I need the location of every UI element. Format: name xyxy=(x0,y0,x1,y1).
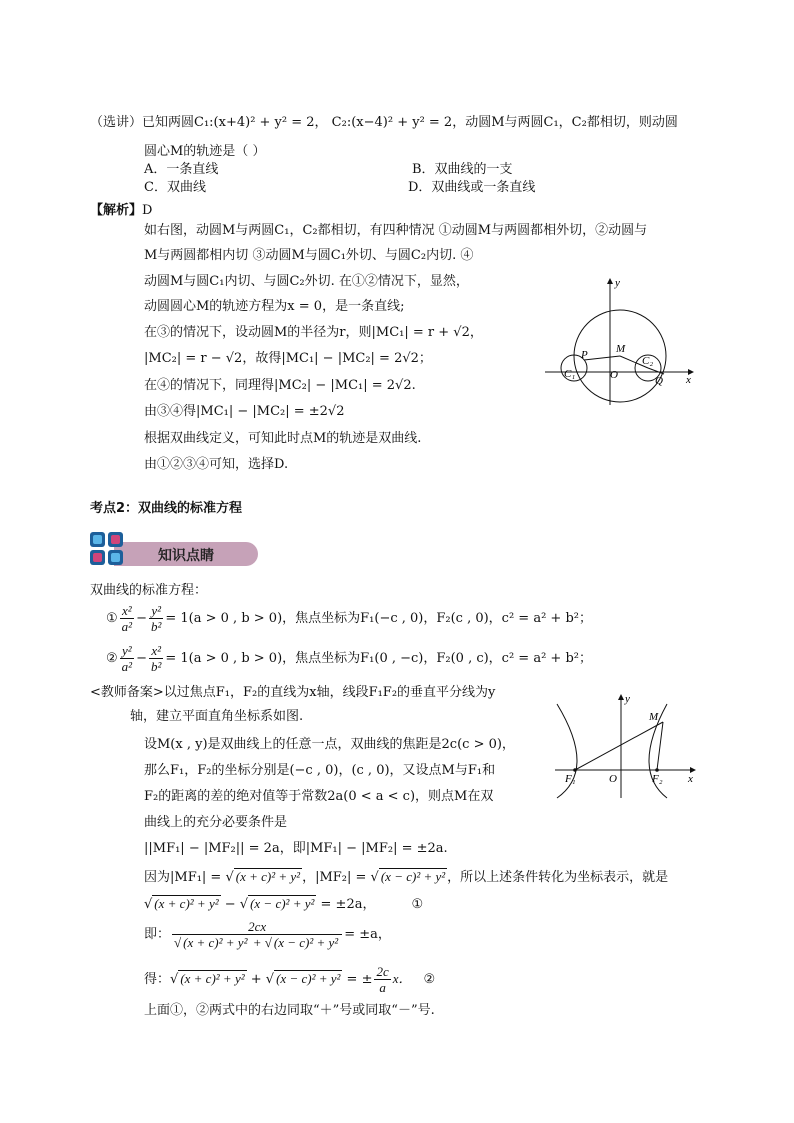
teacher-line-8: 因为|MF₁| = √ (x + c)² + y² ，|MF₂| = √ (x − c)² + y² ，所以上述条件转化为坐标表示，就是 xyxy=(144,869,669,885)
teacher-line-10 xyxy=(144,918,391,952)
solution-answer: D xyxy=(142,203,153,218)
solution-line-7: 在④的情况下，同理得|MC₂| − |MC₁| = 2√2. xyxy=(144,378,416,393)
teacher-line-11: 得：√ (x + c)² + y² + √ (x − c)² + y² = ± $\frac{2c}{a}$ x． ② xyxy=(144,964,436,995)
t8-a: 因为|MF₁| = xyxy=(144,870,226,885)
option-d: D．双曲线或一条直线 xyxy=(408,180,536,195)
t11-sqrt1: (x + c)² + y² xyxy=(180,971,245,986)
option-b: B．双曲线的一支 xyxy=(412,162,513,177)
option-c: C．双曲线 xyxy=(144,180,206,195)
teacher-line-9: √ (x + c)² + y² − √ (x − c)² + y² = ±2a， ① xyxy=(144,896,424,912)
fig2-label-y: y xyxy=(625,693,630,705)
t9-sqrt1: (x + c)² + y² xyxy=(154,896,219,911)
t11-plus: + xyxy=(246,972,266,987)
t11-frac xyxy=(374,964,390,995)
option-a: A．一条直线 xyxy=(144,162,219,177)
t11-circle-number: ② xyxy=(423,972,436,987)
t10-label: 即： xyxy=(144,927,171,942)
fig2-segment-m-f2 xyxy=(657,722,663,770)
std-eq2: ② $\frac{\text{y²}}{\text{a²}}$ − $\frac{\text{x²}}{\text{b²}}$ = 1(a > 0 , b > 0)，焦点坐标为F₁(0 , −c)，F₂(0 , c)，c² = a² + b²； xyxy=(106,643,592,674)
fig1-label-o: O xyxy=(610,369,618,381)
t11-sqrt2: (x − c)² + y² xyxy=(276,971,341,986)
t8-sqrt1: (x + c)² + y² xyxy=(235,869,301,884)
fig2-label-x: x xyxy=(688,773,693,785)
teacher-line-5: F₂的距离的差的绝对值等于常数2a(0 < a < c)，则点M在双 xyxy=(144,789,494,804)
fig1-label-q: Q xyxy=(655,375,663,387)
problem-stem-text: 已知两圆C₁:(x+4)² + y² = 2， C₂:(x−4)² + y² = 2，动圆M与两圆C₁，C₂都相切，则动圆 xyxy=(142,115,678,130)
solution-label-line xyxy=(90,202,152,220)
teacher-line-2: 轴，建立平面直角坐标系如图. xyxy=(130,709,304,724)
eq2-frac1-den: a² xyxy=(121,659,133,674)
eq1-frac1-den: a² xyxy=(121,619,133,634)
eq1-frac2-den: b² xyxy=(150,619,162,634)
banner-squares-icon xyxy=(88,530,128,570)
fig1-label-c2: C₂ xyxy=(642,355,654,367)
eq1-frac1 xyxy=(120,603,134,634)
t11-eq: = ± xyxy=(342,972,373,987)
fig2-label-f1: F₁ xyxy=(565,773,576,785)
eq2-circle-number: ② xyxy=(106,651,118,666)
fig2-point-f1 xyxy=(573,768,577,772)
t10-den-sqrt1: (x + c)² + y² xyxy=(183,935,248,950)
solution-line-1: 如右图，动圆M与两圆C₁，C₂都相切，有四种情况 ①动圆M与两圆都相外切，②动圆与 xyxy=(144,223,648,238)
fig2-point-f2 xyxy=(655,768,659,772)
teacher-line-7: ||MF₁| − |MF₂|| = 2a，即|MF₁| − |MF₂| = ±2a. xyxy=(144,841,448,856)
eq2-rest: = 1(a > 0 , b > 0)，焦点坐标为F₁(0 , −c)，F₂(0 , c)，c² = a² + b²； xyxy=(165,651,592,666)
fig2-segment-f1-m xyxy=(575,722,663,770)
teacher-line-12: 上面①，②两式中的右边同取“＋”号或同取“－”号. xyxy=(144,1003,435,1018)
eq2-frac2-den: b² xyxy=(150,659,162,674)
t10-den-plus: + xyxy=(249,935,265,950)
solution-line-5: 在③的情况下，设动圆M的半径为r，则|MC₁| = r + √2， xyxy=(144,325,483,340)
solution-line-10: 由①②③④可知，选择D. xyxy=(144,457,289,472)
fig1-label-x: x xyxy=(686,374,691,386)
fig1-segment-c2-q xyxy=(648,368,664,374)
solution-label: 【解析】 xyxy=(90,203,143,218)
t10-den: √ (x + c)² + y² + √ (x − c)² + y² xyxy=(174,935,339,950)
t9-rhs: = ±2a， xyxy=(316,897,376,912)
std-eq1: ① $\frac{\text{x²}}{\text{a²}}$ − $\frac{\text{y²}}{\text{b²}}$ = 1(a > 0 , b > 0)，焦点坐标为F₁(−c , 0)，F₂(c , 0)，c² = a² + b²； xyxy=(106,603,592,634)
banner-text: 知识点睛 xyxy=(158,548,214,564)
solution-line-9: 根据双曲线定义，可知此时点M的轨迹是双曲线. xyxy=(144,431,422,446)
fig2-y-arrow xyxy=(618,694,624,700)
eq1-rest: = 1(a > 0 , b > 0)，焦点坐标为F₁(−c , 0)，F₂(c , 0)，c² = a² + b²； xyxy=(165,611,592,626)
t8-sqrt2: (x − c)² + y² xyxy=(380,869,446,884)
eq1-frac2-num: y² xyxy=(149,603,163,619)
t9-sqrt2: (x − c)² + y² xyxy=(250,896,315,911)
fig1-label-c1: C₁ xyxy=(564,368,576,380)
solution-line-6: |MC₂| = r − √2，故得|MC₁| − |MC₂| = 2√2； xyxy=(144,351,432,366)
section-title: 考点2：双曲线的标准方程 xyxy=(90,501,243,516)
teacher-line-4: 那么F₁，F₂的坐标分别是(−c , 0)，(c , 0)，又设点M与F₁和 xyxy=(144,763,496,778)
circles-figure xyxy=(540,270,700,410)
knowledge-banner xyxy=(88,530,258,570)
t10-rest: = ±a， xyxy=(344,927,391,942)
eq2-frac1 xyxy=(120,643,134,674)
t11-den: a xyxy=(379,980,386,995)
std-intro: 双曲线的标准方程： xyxy=(90,583,208,598)
problem-stem-line1 xyxy=(90,114,678,132)
eq2-frac1-num: y² xyxy=(120,643,134,659)
teacher-line-6: 曲线上的充分必要条件是 xyxy=(144,815,288,830)
eq1-frac2 xyxy=(149,603,163,634)
t11-x: x． xyxy=(392,971,412,986)
t9-circle-number: ① xyxy=(411,897,424,912)
problem-stem-line2: 圆心M的轨迹是（ ） xyxy=(144,144,266,159)
t10-frac xyxy=(172,919,342,950)
problem-tag: （选讲） xyxy=(90,115,143,130)
fig1-label-y: y xyxy=(615,277,620,289)
fig2-label-f2: F₂ xyxy=(652,773,663,785)
fig1-label-p: P xyxy=(581,349,588,361)
eq1-frac1-num: x² xyxy=(120,603,134,619)
t11-num: 2c xyxy=(376,964,389,979)
fig1-segment-p-m xyxy=(584,356,620,360)
t10-num: 2cx xyxy=(172,919,342,935)
teacher-line-1: <教师备案>以过焦点F₁，F₂的直线为x轴，线段F₁F₂的垂直平分线为y xyxy=(90,685,496,700)
eq1-circle-number: ① xyxy=(106,611,118,626)
fig1-label-m: M xyxy=(616,343,626,355)
eq2-frac2 xyxy=(149,643,163,674)
hyperbola-figure xyxy=(545,690,705,800)
solution-line-4: 动圆圆心M的轨迹方程为x = 0，是一条直线; xyxy=(144,299,405,314)
solution-line-3: 动圆M与圆C₁内切、与圆C₂外切. 在①②情况下，显然， xyxy=(144,274,469,289)
eq2-frac2-num: x² xyxy=(149,643,163,659)
t8-e: ，所以上述条件转化为坐标表示，就是 xyxy=(447,870,669,885)
t9-minus: − xyxy=(220,897,240,912)
fig2-label-m: M xyxy=(649,711,659,723)
solution-line-8: 由③④得|MC₁| − |MC₂| = ±2√2 xyxy=(144,404,345,419)
t11-label: 得： xyxy=(144,972,171,987)
fig1-y-arrow xyxy=(607,278,613,284)
t8-c: ，|MF₂| = xyxy=(302,870,371,885)
fig2-label-o: O xyxy=(609,773,617,785)
t10-den-sqrt2: (x − c)² + y² xyxy=(273,935,339,950)
teacher-line-3: 设M(x , y)是双曲线上的任意一点，双曲线的焦距是2c(c > 0)， xyxy=(144,737,515,752)
solution-line-2: M与两圆都相内切 ③动圆M与圆C₁外切、与圆C₂内切. ④ xyxy=(144,248,474,263)
